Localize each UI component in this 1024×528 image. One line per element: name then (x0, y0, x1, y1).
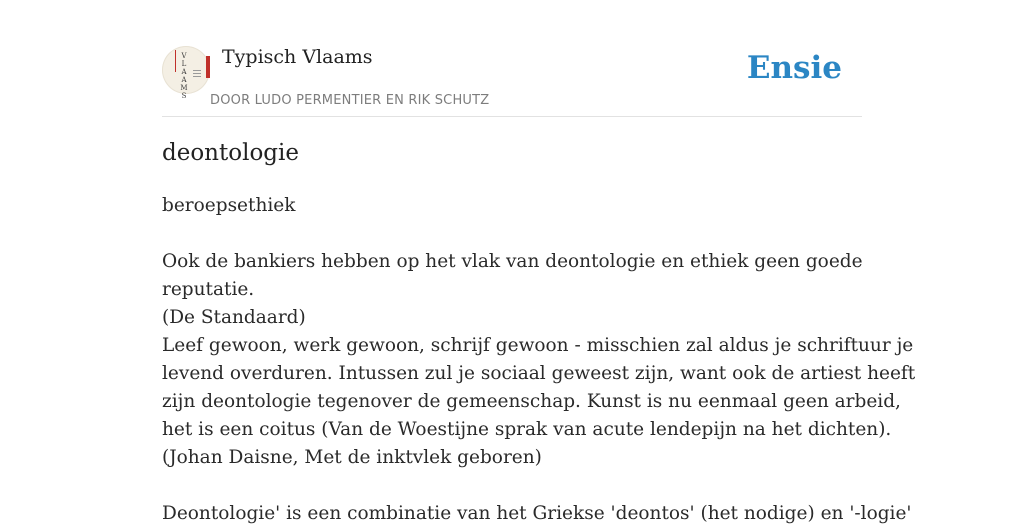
book-authors: DOOR LUDO PERMENTIER EN RIK SCHUTZ (210, 93, 490, 108)
entry-line: Deontologie' is een combinatie van het Griekse 'deontos' (het nodige) en '-logie' (162, 503, 912, 524)
entry-line: levend overduren. Intussen zul je sociaal geweest zijn, want ook de artiest heeft (162, 363, 916, 384)
cover-letter: V (181, 52, 187, 60)
cover-accent-bar (206, 56, 210, 78)
entry-line: (De Standaard) (162, 307, 306, 328)
entry-body (162, 192, 916, 528)
book-header (162, 40, 862, 117)
cover-text-lines (193, 70, 201, 79)
ensie-logo-link[interactable]: Ensie (746, 50, 842, 86)
cover-letter: A (181, 76, 187, 84)
entry-line (162, 472, 862, 500)
book-cover-image[interactable] (162, 46, 210, 100)
cover-letter: M (180, 84, 188, 92)
cover-letter: A (181, 68, 187, 76)
cover-lettering (178, 52, 190, 100)
cover-letter: L (181, 60, 187, 68)
book-title-link[interactable]: Typisch Vlaams (222, 46, 373, 68)
entry-line: zijn deontologie tegenover de gemeenschap. Kunst is nu eenmaal geen arbeid, (162, 391, 901, 412)
entry-line: beroepsethiek (162, 195, 296, 216)
entry-line: (Johan Daisne, Met de inktvlek geboren) (162, 447, 542, 468)
entry-line: reputatie. (162, 279, 255, 300)
entry-line: Ook de bankiers hebben op het vlak van deontologie en ethiek geen goede (162, 251, 863, 272)
entry-title: deontologie (162, 140, 299, 166)
entry-line: het is een coitus (Van de Woestijne sprak van acute lendepijn na het dichten). (162, 419, 892, 440)
entry-line: Leef gewoon, werk gewoon, schrijf gewoon - misschien zal aldus je schriftuur je (162, 335, 914, 356)
entry-line (162, 220, 862, 248)
cover-letter: S (181, 92, 187, 100)
cover-accent-line (175, 50, 176, 72)
